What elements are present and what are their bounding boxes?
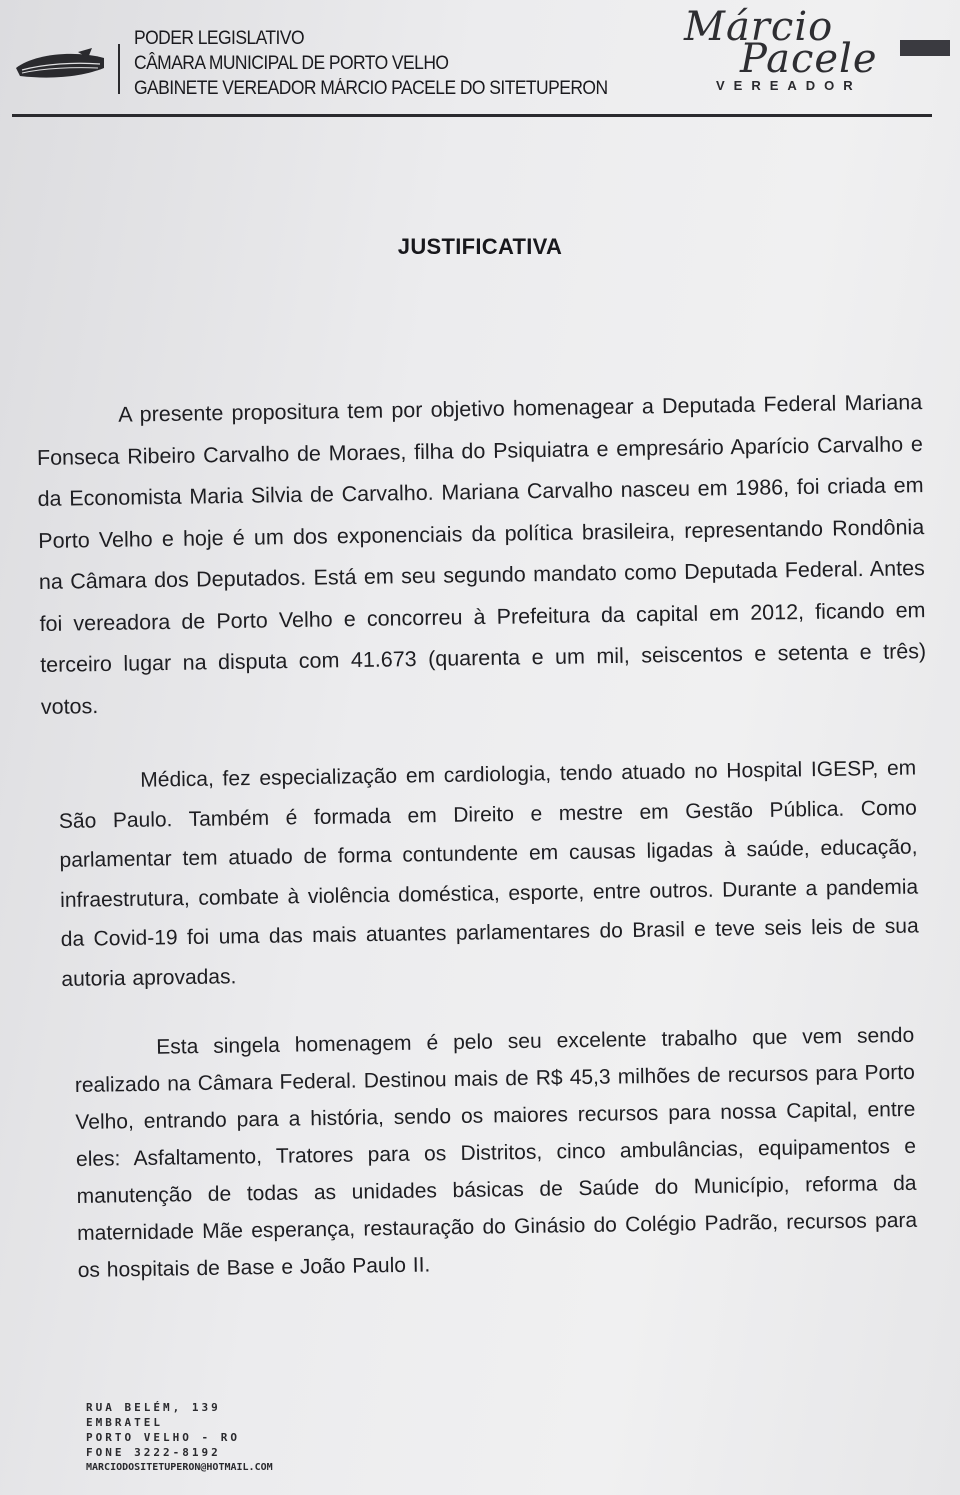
footer-line-3: PORTO VELHO - RO: [86, 1431, 240, 1444]
footer-line-4: FONE 3222-8192: [86, 1446, 221, 1459]
letterhead-line-2: CÂMARA MUNICIPAL DE PORTO VELHO: [134, 53, 449, 74]
footer-line-1: RUA BELÉM, 139: [86, 1401, 221, 1414]
paragraph-3: Esta singela homenagem é pelo seu excelente trabalho que vem sendo realizado na Câmara Federal. Destinou mais de R$ 45,3 milhões de recursos para Porto Velho, entrando para a história, sendo os maiores recursos para nossa Capital, entre eles: Asfaltamento, Tratores para os Distritos, cinco ambulâncias, equipamentos e manutenção de todas as unidades básicas de Saúde do Município, reforma da maternidade Mãe esperança, restauração do Ginásio do Colégio Padrão, recursos para os hospitais de Base e João Paulo II.: [74, 1023, 918, 1282]
logo-role: VEREADOR: [716, 78, 862, 93]
paragraph-3-block: [74, 1017, 918, 1289]
footer-line-2: EMBRATEL: [86, 1416, 163, 1429]
paragraph-1: A presente propositura tem por objetivo homenagear a Deputada Federal Mariana Fonseca Ribeiro Carvalho de Moraes, filha do Psiquiatra e empresário Aparício Carvalho e da Economista Maria Silvia de Carvalho. Mariana Carvalho nasceu em 1986, foi criada em Porto Velho e hoje é um dos exponenciais da política brasileira, representando Rondônia na Câmara dos Deputados. Está em seu segundo mandato como Deputada Federal. Antes foi vereadora de Porto Velho e concorreu à Prefeitura da capital em 2012, ficando em terceiro lugar na disputa com 41.673 (quarenta e um mil, seiscentos e setenta e três) votos.: [36, 390, 927, 719]
chamber-emblem-icon: [14, 46, 106, 86]
letterhead-line-1: PODER LEGISLATIVO: [134, 28, 305, 49]
paragraph-2-block: [58, 749, 920, 999]
paragraph-2: Médica, fez especialização em cardiologia, tendo atuado no Hospital IGESP, em São Paulo. Também é formada em Direito e mestre em Gestão Pública. Como parlamentar tem atuado de forma contundente em causas ligadas à saúde, educação, infraestrutura, combate à violência doméstica, esporte, entre outros. Durante a pandemia da Covid-19 foi uma das mais atuantes parlamentares do Brasil e teve seis leis de sua autoria aprovadas.: [58, 756, 919, 991]
letterhead: [0, 0, 960, 120]
logo-first-name: Márcio: [684, 4, 834, 50]
document-title: JUSTIFICATIVA: [397, 234, 563, 259]
footer-email: MARCIODOSITETUPERON@HOTMAIL.COM: [86, 1462, 273, 1473]
header-rule: [12, 114, 932, 117]
paragraph-1-block: [36, 382, 927, 728]
vereador-logo: [684, 2, 954, 102]
footer-address: [86, 1400, 386, 1475]
logo-badge-icon: [900, 40, 950, 56]
letterhead-line-3: GABINETE VEREADOR MÁRCIO PACELE DO SITETUPERON: [134, 78, 608, 99]
header-divider: [118, 44, 120, 94]
letterhead-text: [134, 26, 654, 101]
logo-last-name: Pacele: [740, 36, 878, 82]
